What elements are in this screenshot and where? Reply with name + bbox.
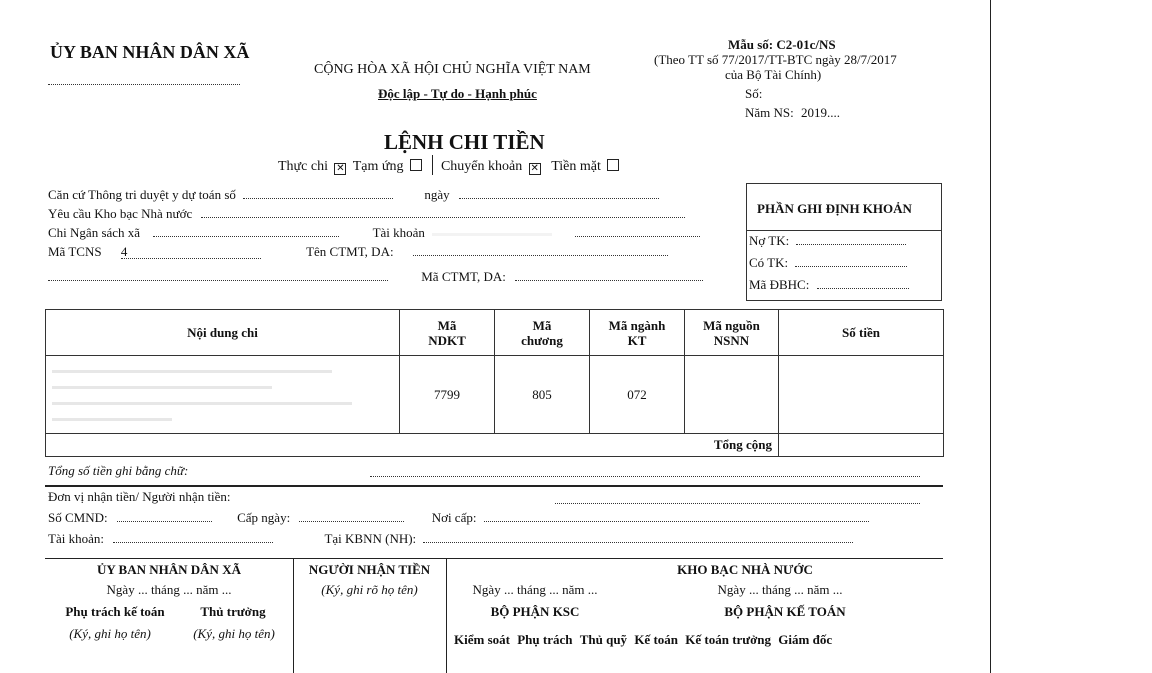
accounting-box: [746, 183, 942, 301]
role-chief-accountant: Kế toán trưởng: [685, 632, 772, 647]
col-header-amount: Số tiền: [779, 310, 944, 356]
request-field[interactable]: [201, 205, 685, 218]
ksc-dept-label: BỘ PHẬN KSC: [490, 604, 580, 619]
head-note: (Ký, ghi họ tên): [193, 626, 275, 641]
option-cash-label: Tiền mặt: [551, 159, 601, 174]
option-actual-spend-label: Thực chi: [278, 159, 328, 174]
budget-year-value: 2019: [801, 105, 827, 120]
request-row: [48, 205, 685, 222]
option-advance-label: Tạm ứng: [352, 159, 404, 174]
cell-ndkt[interactable]: 7799: [400, 356, 495, 434]
id-field[interactable]: [117, 509, 212, 522]
table-total-row: [46, 434, 944, 457]
program-name-label: Tên CTMT, DA:: [306, 244, 394, 259]
cell-chapter[interactable]: 805: [495, 356, 590, 434]
debit-label: Nợ TK:: [749, 233, 790, 248]
form-basis-line1: (Theo TT số 77/2017/TT-BTC ngày 28/7/2017: [654, 52, 897, 67]
form-code: Mẫu số: C2-01c/NS: [728, 37, 836, 52]
content-redacted: [52, 370, 332, 373]
cell-content[interactable]: [46, 356, 400, 434]
recipient-unit-field[interactable]: [555, 503, 920, 504]
content-redacted: [52, 418, 172, 421]
form-basis-line2: của Bộ Tài Chính): [725, 67, 822, 82]
date-field[interactable]: [459, 186, 659, 199]
treasury-date-right: Ngày ... tháng ... năm ...: [717, 582, 843, 597]
accounting-box-title: PHẦN GHI ĐỊNH KHOẢN: [757, 201, 912, 216]
tcns-row: [48, 243, 668, 260]
credit-field[interactable]: [795, 254, 907, 267]
recipient-account-field[interactable]: [113, 530, 273, 543]
budget-year: Năm NS: 2019....: [745, 105, 840, 120]
signature-divider-2: [446, 558, 447, 673]
amount-in-words-label: Tổng số tiền ghi bằng chữ:: [48, 463, 189, 478]
program-code-field[interactable]: [515, 268, 703, 281]
admin-code-field[interactable]: [817, 276, 909, 289]
chief-accountant-label: Phụ trách kế toán: [65, 604, 165, 619]
credit-row: [749, 254, 907, 271]
col-header-ndkt: Mã NDKT: [400, 310, 495, 356]
page-edge-line: [990, 0, 991, 673]
id-row: [48, 509, 869, 526]
total-value-cell[interactable]: [779, 434, 944, 457]
commune-sign-title: ỦY BAN NHÂN DÂN XÃ: [97, 562, 241, 577]
tcns-label: Mã TCNS: [48, 244, 102, 259]
option-cash-checkbox[interactable]: [607, 159, 619, 171]
budget-year-label: Năm NS:: [745, 105, 794, 120]
option-divider: [432, 155, 433, 175]
recipient-unit-label: Đơn vị nhận tiền/ Người nhận tiền:: [48, 489, 231, 504]
budget-row: [48, 224, 700, 241]
recipient-unit-row: [48, 489, 231, 505]
basis-field[interactable]: [243, 186, 393, 199]
debit-row: [749, 232, 906, 249]
col-header-source: Mã nguồn NSNN: [685, 310, 779, 356]
option-advance-checkbox[interactable]: [410, 159, 422, 171]
cell-amount[interactable]: [779, 356, 944, 434]
accounting-box-divider: [747, 230, 941, 231]
tcns-field[interactable]: [121, 244, 261, 259]
bank-field[interactable]: [423, 530, 853, 543]
basis-label: Căn cứ Thông tri duyệt y dự toán số: [48, 187, 236, 202]
role-director: Giám đốc: [778, 632, 833, 647]
program-extra-field[interactable]: [48, 268, 388, 281]
chief-accountant-note: (Ký, ghi họ tên): [69, 626, 151, 641]
role-controller: Kiểm soát: [454, 632, 510, 647]
issue-date-label: Cấp ngày:: [237, 510, 291, 525]
content-redacted: [52, 402, 352, 405]
account-label: Tài khoản: [372, 225, 425, 240]
issue-place-label: Nơi cấp:: [431, 510, 477, 525]
treasury-date-left: Ngày ... tháng ... năm ...: [472, 582, 598, 597]
form-number-label: Số:: [745, 86, 763, 101]
cell-source[interactable]: [685, 356, 779, 434]
motto: Độc lập - Tự do - Hạnh phúc: [378, 86, 537, 101]
document-title: LỆNH CHI TIỀN: [384, 130, 545, 154]
treasury-roles: [454, 632, 832, 648]
role-accountant: Kế toán: [634, 632, 679, 647]
recipient-sign-note: (Ký, ghi rõ họ tên): [321, 582, 418, 597]
cell-sector[interactable]: 072: [590, 356, 685, 434]
col-header-content: Nội dung chi: [46, 310, 400, 356]
date-label: ngày: [424, 187, 450, 202]
signature-top-line: [45, 558, 943, 559]
admin-code-label: Mã ĐBHC:: [749, 277, 810, 292]
id-label: Số CMND:: [48, 510, 108, 525]
role-cashier: Thủ quỹ: [579, 632, 628, 647]
program-code-label: Mã CTMT, DA:: [421, 269, 506, 284]
issue-place-field[interactable]: [484, 509, 869, 522]
col-header-chapter: Mã chương: [495, 310, 590, 356]
amount-in-words-field[interactable]: [370, 476, 920, 477]
admin-code-row: [749, 276, 909, 293]
issue-date-field[interactable]: [299, 509, 404, 522]
col-header-sector: Mã ngành KT: [590, 310, 685, 356]
tcns-value: 4: [120, 244, 128, 259]
option-transfer-checkbox[interactable]: ✕: [530, 163, 539, 174]
debit-field[interactable]: [796, 232, 906, 245]
nation-title: CỘNG HÒA XÃ HỘI CHỦ NGHĨA VIỆT NAM: [314, 62, 591, 77]
recipient-account-label: Tài khoản:: [48, 531, 104, 546]
org-underline: [48, 84, 240, 85]
head-label: Thủ trưởng: [200, 604, 266, 619]
option-transfer-label: Chuyển khoản: [440, 159, 523, 174]
credit-label: Có TK:: [749, 255, 789, 270]
org-name: ỦY BAN NHÂN DÂN XÃ: [50, 42, 250, 62]
bank-label: Tại KBNN (NH):: [324, 531, 417, 546]
table-header-row: [46, 310, 944, 356]
role-supervisor: Phụ trách: [517, 632, 573, 647]
recipient-sign-title: NGƯỜI NHẬN TIỀN: [308, 562, 431, 577]
basis-row: [48, 186, 659, 203]
program-code-row: [48, 268, 703, 285]
account-field[interactable]: [575, 224, 700, 237]
accounting-dept-label: BỘ PHẬN KẾ TOÁN: [724, 604, 846, 619]
total-label-cell: Tổng cộng: [46, 434, 779, 457]
table-row: [46, 356, 944, 434]
amount-in-words-row: [48, 463, 188, 479]
section-divider: [45, 485, 943, 487]
budget-field[interactable]: [153, 224, 339, 237]
account-row: [48, 530, 853, 547]
account-redacted: [432, 233, 552, 236]
expense-table: [45, 309, 944, 457]
commune-sign-date: Ngày ... tháng ... năm ...: [106, 582, 232, 597]
option-actual-spend-checkbox[interactable]: ✕: [336, 163, 345, 174]
request-label: Yêu cầu Kho bạc Nhà nước: [48, 206, 193, 221]
treasury-title: KHO BẠC NHÀ NƯỚC: [677, 562, 813, 577]
budget-label: Chi Ngân sách xã: [48, 225, 141, 240]
content-redacted: [52, 386, 272, 389]
payment-options: [278, 155, 622, 175]
program-name-field[interactable]: [413, 243, 668, 256]
